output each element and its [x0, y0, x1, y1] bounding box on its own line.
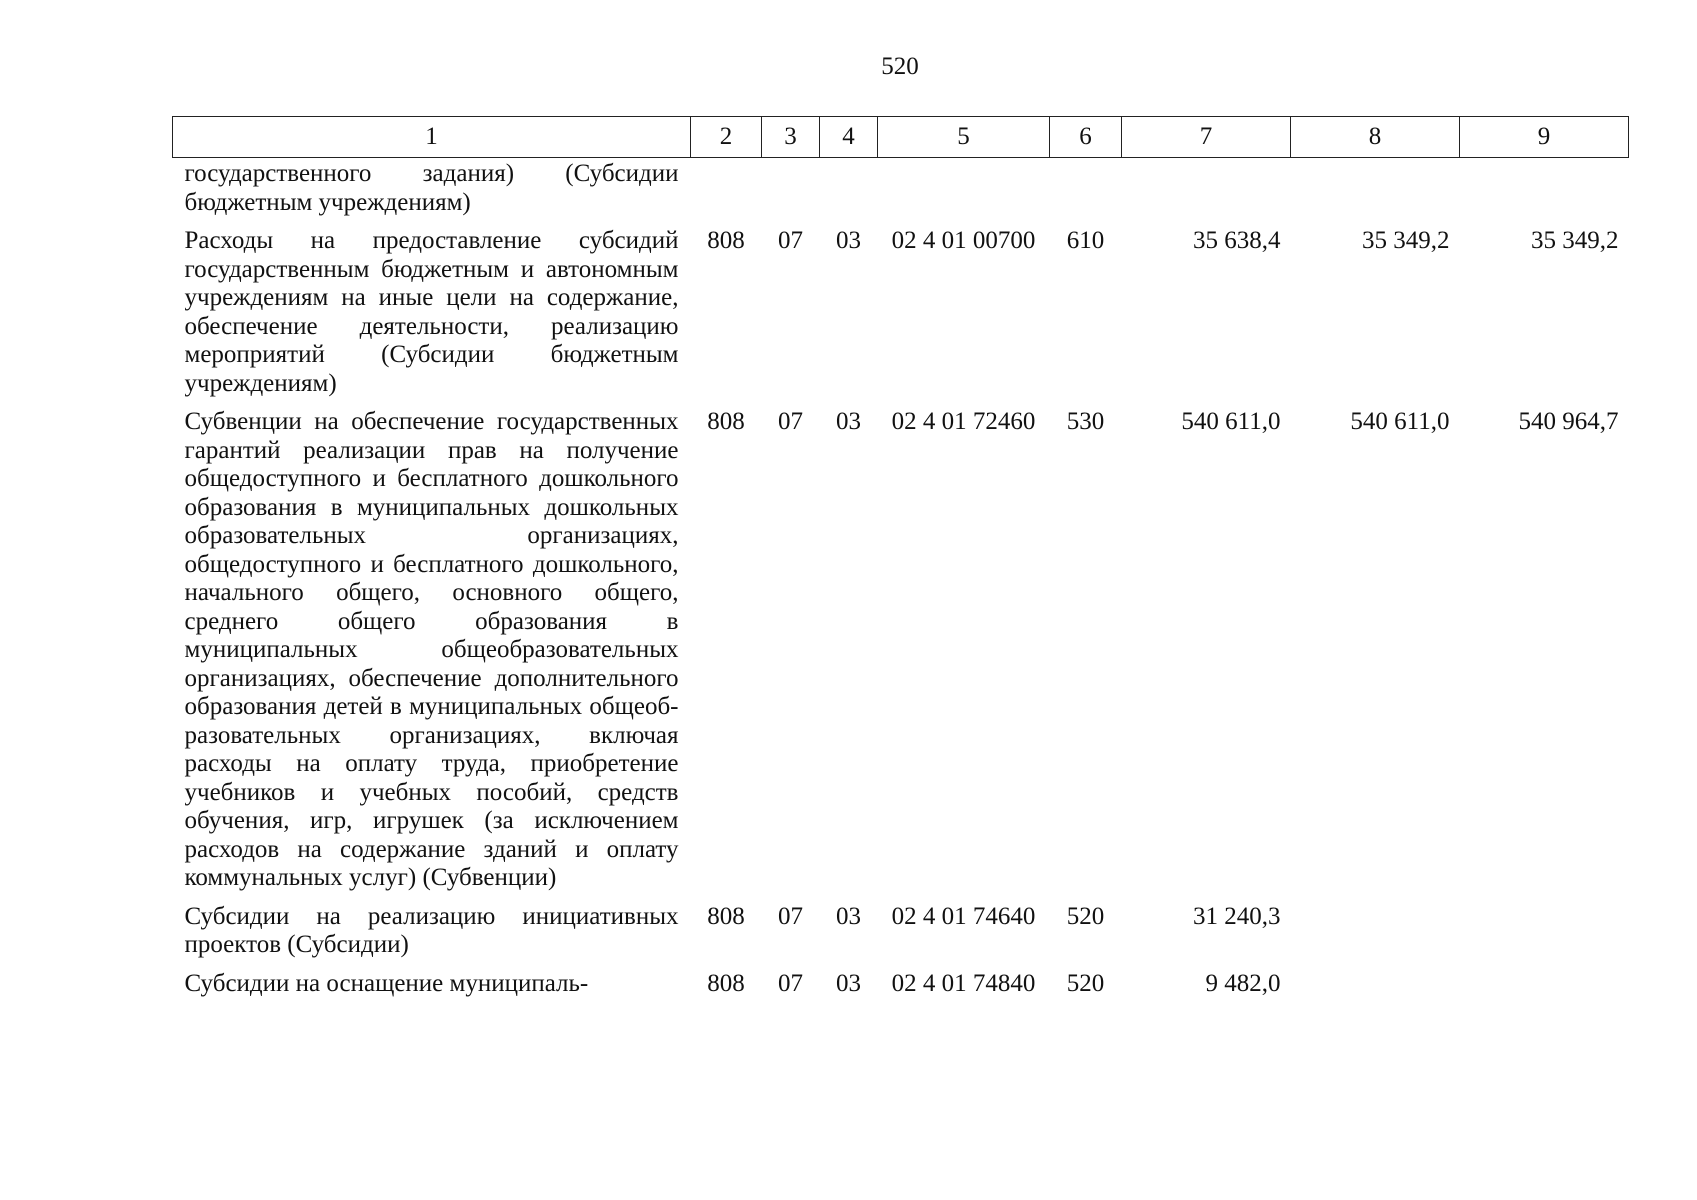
row-subsection-code: 03 — [836, 969, 861, 997]
column-header: 5 — [878, 117, 1050, 158]
row-amount-1: 540 611,0 — [1181, 408, 1281, 435]
row-description: Субсидии на оснащение муниципаль- — [184, 969, 589, 997]
row-target-article: 02 4 01 72460 — [891, 408, 1036, 435]
row-amount-1 — [1122, 158, 1291, 226]
row-description: государственного задания) (Субсидии бюджетным учреждениям) — [184, 160, 679, 216]
row-target-article: 02 4 01 74840 — [891, 969, 1036, 997]
table-row — [173, 158, 1629, 226]
row-expense-type: 520 — [1066, 902, 1105, 930]
row-ministry-code — [691, 158, 762, 226]
column-header: 2 — [691, 117, 762, 158]
row-description: Субсидии на реализацию инициативных проектов (Субсидии) — [184, 902, 679, 958]
row-subsection-code: 03 — [836, 408, 861, 435]
row-ministry-code: 808 — [707, 902, 745, 930]
table-header-row — [173, 117, 1629, 158]
row-ministry-code: 808 — [707, 227, 745, 254]
row-amount-3 — [1460, 968, 1629, 1007]
table-row — [173, 968, 1629, 1007]
column-header: 6 — [1050, 117, 1122, 158]
row-description: Расходы на предоставление субсидий государственным бюджетным и автономным учреждениям на иные цели на содержание, обеспечение деятельности, реализацию мероприятий (Субсидии бюджетным учреждениям) — [184, 227, 679, 397]
row-subsection-code: 03 — [836, 902, 861, 930]
table-row — [173, 225, 1629, 406]
row-section-code: 07 — [778, 408, 803, 435]
row-description: Субвенции на обеспечение государственных гарантий реализации прав на получение общедоступного и бесплатного дошкольного образования в муниципальных дошкольных образовательных организациях, общедоступного и бесплатного дошкольного, начального общего, основного общего, среднего общего образования в муниципальных общеобразовательных организациях, обеспечение дополнительного образования детей в муниципальных общеобразовательных организациях, включая расходы на оплату труда, приобретение учебников и учебных пособий, средств обучения, игр, игрушек (за исключением расходов на содержание зданий и оплату коммунальных услуг) (Субвенции) — [184, 408, 679, 891]
table-row — [173, 406, 1629, 901]
row-amount-1: 31 240,3 — [1193, 902, 1281, 930]
row-target-article: 02 4 01 00700 — [891, 227, 1036, 254]
table-row — [173, 901, 1629, 968]
row-target-article — [878, 158, 1050, 226]
row-amount-3: 540 964,7 — [1518, 408, 1619, 435]
row-amount-1: 9 482,0 — [1205, 969, 1281, 997]
row-subsection-code — [820, 158, 878, 226]
row-subsection-code: 03 — [836, 227, 861, 254]
row-expense-type: 530 — [1066, 408, 1105, 435]
row-amount-2 — [1291, 158, 1460, 226]
row-ministry-code: 808 — [707, 408, 745, 435]
column-header: 9 — [1460, 117, 1629, 158]
page-number: 520 — [881, 53, 919, 80]
row-amount-1: 35 638,4 — [1193, 227, 1281, 254]
column-header: 8 — [1291, 117, 1460, 158]
row-target-article: 02 4 01 74640 — [891, 902, 1036, 930]
column-header: 1 — [173, 117, 691, 158]
row-amount-2 — [1291, 901, 1460, 968]
row-amount-2: 35 349,2 — [1362, 227, 1450, 254]
budget-table — [172, 116, 1629, 1006]
row-section-code: 07 — [778, 902, 803, 930]
row-amount-3: 35 349,2 — [1531, 227, 1619, 254]
row-amount-2: 540 611,0 — [1350, 408, 1450, 435]
row-section-code — [762, 158, 820, 226]
row-expense-type — [1050, 158, 1122, 226]
column-header: 7 — [1122, 117, 1291, 158]
row-expense-type: 520 — [1066, 969, 1105, 997]
row-amount-3 — [1460, 158, 1629, 226]
column-header: 3 — [762, 117, 820, 158]
row-ministry-code: 808 — [707, 969, 745, 997]
row-section-code: 07 — [778, 969, 803, 997]
row-amount-3 — [1460, 901, 1629, 968]
row-amount-2 — [1291, 968, 1460, 1007]
row-expense-type: 610 — [1066, 227, 1105, 254]
row-section-code: 07 — [778, 227, 803, 254]
column-header: 4 — [820, 117, 878, 158]
